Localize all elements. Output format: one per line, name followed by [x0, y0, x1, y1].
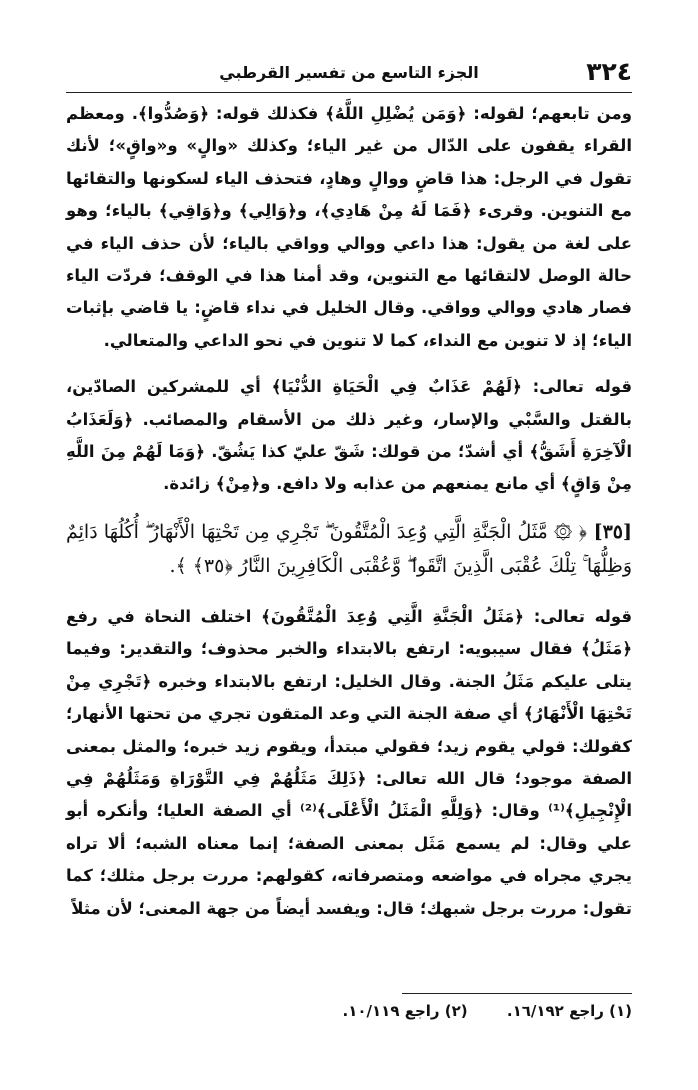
paragraph: قوله تعالى: ﴿مَثَلُ الْجَنَّةِ الَّتِي وُعِدَ الْمُتَّقُونَ﴾ اختلف النحاة في رفع ﴿مَثَلُ﴾ فقال سيبويه: ارتفع بالابتداء والخبر محذوف؛ والتقدير: وفيما يتلى عليكم مَثَلُ الجنة. وقال الخليل: ارتفع بالابتداء وخبره ﴿تَجْرِي مِنْ تَحْتِهَا الْأَنْهَارُ﴾ أي صفة الجنة التي وعد المتقون تجري من تحتها الأنهار؛ كقولك: قولي يقوم زيد؛ فقولي مبتدأ، ويقوم زيد خبره؛ والمثل بمعنى الصفة موجود؛ قال الله تعالى: ﴿ذَلِكَ مَثَلُهُمْ فِي التَّوْرَاةِ وَمَثَلُهُمْ فِي الْإِنْجِيلِ﴾⁽¹⁾ وقال: ﴿وَلِلَّهِ الْمَثَلُ الْأَعْلَى﴾⁽²⁾ أي الصفة العليا؛ وأنكره أبو علي وقال: لم يسمع مَثَل بمعنى الصفة؛ إنما معناه الشبه؛ ألا تراه يجري مجراه في مواضعه ومتصرفاته، كقولهم: مررت برجل مثلك؛ كما تقول: مررت برجل شبهك؛ قال: ويفسد أيضاً من جهة المعنى؛ لأن مثلاً — [66, 606, 633, 918]
page-body — [66, 98, 632, 925]
verse-number: [٣٥] — [593, 520, 632, 543]
footnote-2: (٢) راجع ١٠/١١٩. — [342, 1002, 468, 1020]
paragraph: قوله تعالى: ﴿لَهُمْ عَذَابٌ فِي الْحَيَاةِ الدُّنْيَا﴾ أي للمشركين الصادّين، بالقتل والسَّبْي والإسار، وغير ذلك من الأسقام والمصائب. ﴿وَلَعَذَابُ الْآخِرَةِ أَشَقُّ﴾ أي أشدّ؛ من قولك: شَقّ عليّ كذا يَشُقّ. ﴿وَمَا لَهُمْ مِنَ اللَّهِ مِنْ وَاقٍ﴾ أي مانع يمنعهم من عذابه ولا دافع. و﴿مِنْ﴾ زائدة. — [66, 377, 632, 494]
page-number: ٣٢٤ — [586, 57, 632, 86]
verse-text: ﴿ ۞ مَّثَلُ الْجَنَّةِ الَّتِي وُعِدَ الْمُتَّقُونَ ۖ تَجْرِي مِن تَحْتِهَا الْأَنْهَارُ ۖ أُكُلُهَا دَائِمٌ وَظِلُّهَا ۚ تِلْكَ عُقْبَى الَّذِينَ اتَّقَوا ۖ وَّعُقْبَى الْكَافِرِينَ النَّارُ ﴿٣٥﴾ ﴾. — [66, 520, 632, 577]
quran-verse-block — [66, 515, 632, 583]
page-header — [66, 52, 632, 93]
footnote-1: (١) راجع ١٦/١٩٢. — [506, 1002, 632, 1020]
footnotes — [66, 1002, 632, 1020]
paragraph: ومن تابعهم؛ لقوله: ﴿وَمَن يُضْلِلِ اللَّهُ﴾ فكذلك قوله: ﴿وَصُدُّوا﴾. ومعظم القراء يقفون على الدّال من غير الياء؛ وكذلك «والٍ» و«واقٍ»؛ لأنك تقول في الرجل: هذا قاضٍ ووالٍ وهادٍ، فتحذف الياء لسكونها والتقائها مع التنوين. وقرىء ﴿فَمَا لَهُ مِنْ هَادِي﴾، و﴿وَالِي﴾ و﴿وَاقِي﴾ بالياء؛ وهو على لغة من يقول: هذا داعي ووالي وواقي بالياء؛ لأن حذف الياء في حالة الوصل لالتقائها مع التنوين، وقد أمنا هذا في الوقف؛ فردّت الياء فصار هادي ووالي وواقي. وقال الخليل في نداء قاضٍ: يا قاضي بإثبات الياء؛ إذ لا تنوين مع النداء، كما لا تنوين في نحو الداعي والمتعالي. — [66, 104, 632, 350]
running-title: الجزء التاسع من تفسير القرطبي — [219, 63, 479, 82]
footnote-divider — [402, 993, 632, 994]
